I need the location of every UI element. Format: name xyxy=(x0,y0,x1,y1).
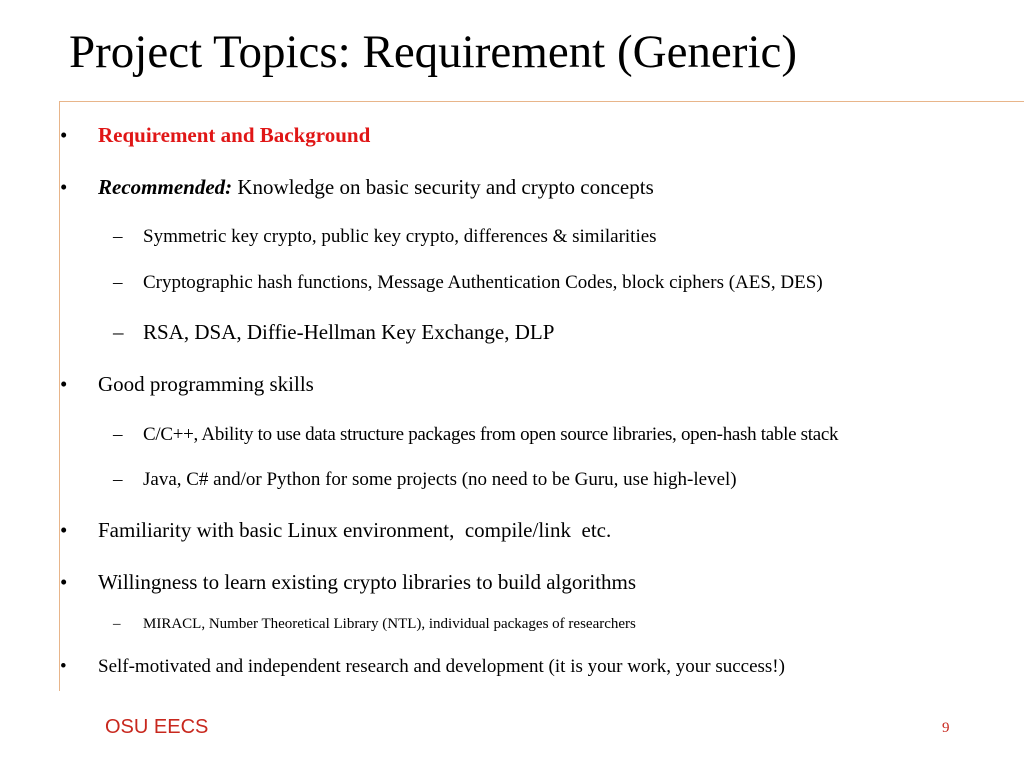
bullet-lead: Recommended: xyxy=(98,175,233,199)
bullet-marker: • xyxy=(60,123,68,147)
bullet-marker: • xyxy=(60,175,68,199)
bullet-text: Good programming skills xyxy=(98,372,314,396)
bullet-text: Familiarity with basic Linux environment, compile/link etc. xyxy=(98,518,612,542)
footer-org: OSU EECS xyxy=(105,716,209,738)
slide-title: Project Topics: Requirement (Generic) xyxy=(69,26,798,78)
page-number: 9 xyxy=(942,720,950,736)
dash-marker: – xyxy=(113,616,121,632)
dash-marker: – xyxy=(113,424,123,445)
bullet-marker: • xyxy=(60,372,68,396)
dash-marker: – xyxy=(113,320,124,344)
sub-item-text: C/C++, Ability to use data structure packages from open source libraries, open-hash table stack xyxy=(143,424,839,445)
dash-marker: – xyxy=(113,272,123,293)
bullet-text: Self-motivated and independent research and development (it is your work, your success!) xyxy=(98,656,785,677)
sub-item-text: RSA, DSA, Diffie-Hellman Key Exchange, DLP xyxy=(143,320,555,344)
sub-item-text: MIRACL, Number Theoretical Library (NTL), individual packages of researchers xyxy=(143,616,636,632)
bullet-marker: • xyxy=(60,518,68,542)
bullet-marker: • xyxy=(60,570,68,594)
bullet-text: Willingness to learn existing crypto libraries to build algorithms xyxy=(98,570,637,594)
sub-item-text: Java, C# and/or Python for some projects (no need to be Guru, use high-level) xyxy=(143,469,737,490)
bullet-text: Requirement and Background xyxy=(98,123,371,147)
dash-marker: – xyxy=(113,469,123,490)
bullet-body: Knowledge on basic security and crypto concepts xyxy=(232,175,654,199)
sub-item-text: Symmetric key crypto, public key crypto, differences & similarities xyxy=(143,226,657,247)
bullet-marker: • xyxy=(60,656,67,677)
dash-marker: – xyxy=(113,226,123,247)
sub-item-text: Cryptographic hash functions, Message Authentication Codes, block ciphers (AES, DES) xyxy=(143,272,823,293)
bullet-text xyxy=(98,175,654,200)
